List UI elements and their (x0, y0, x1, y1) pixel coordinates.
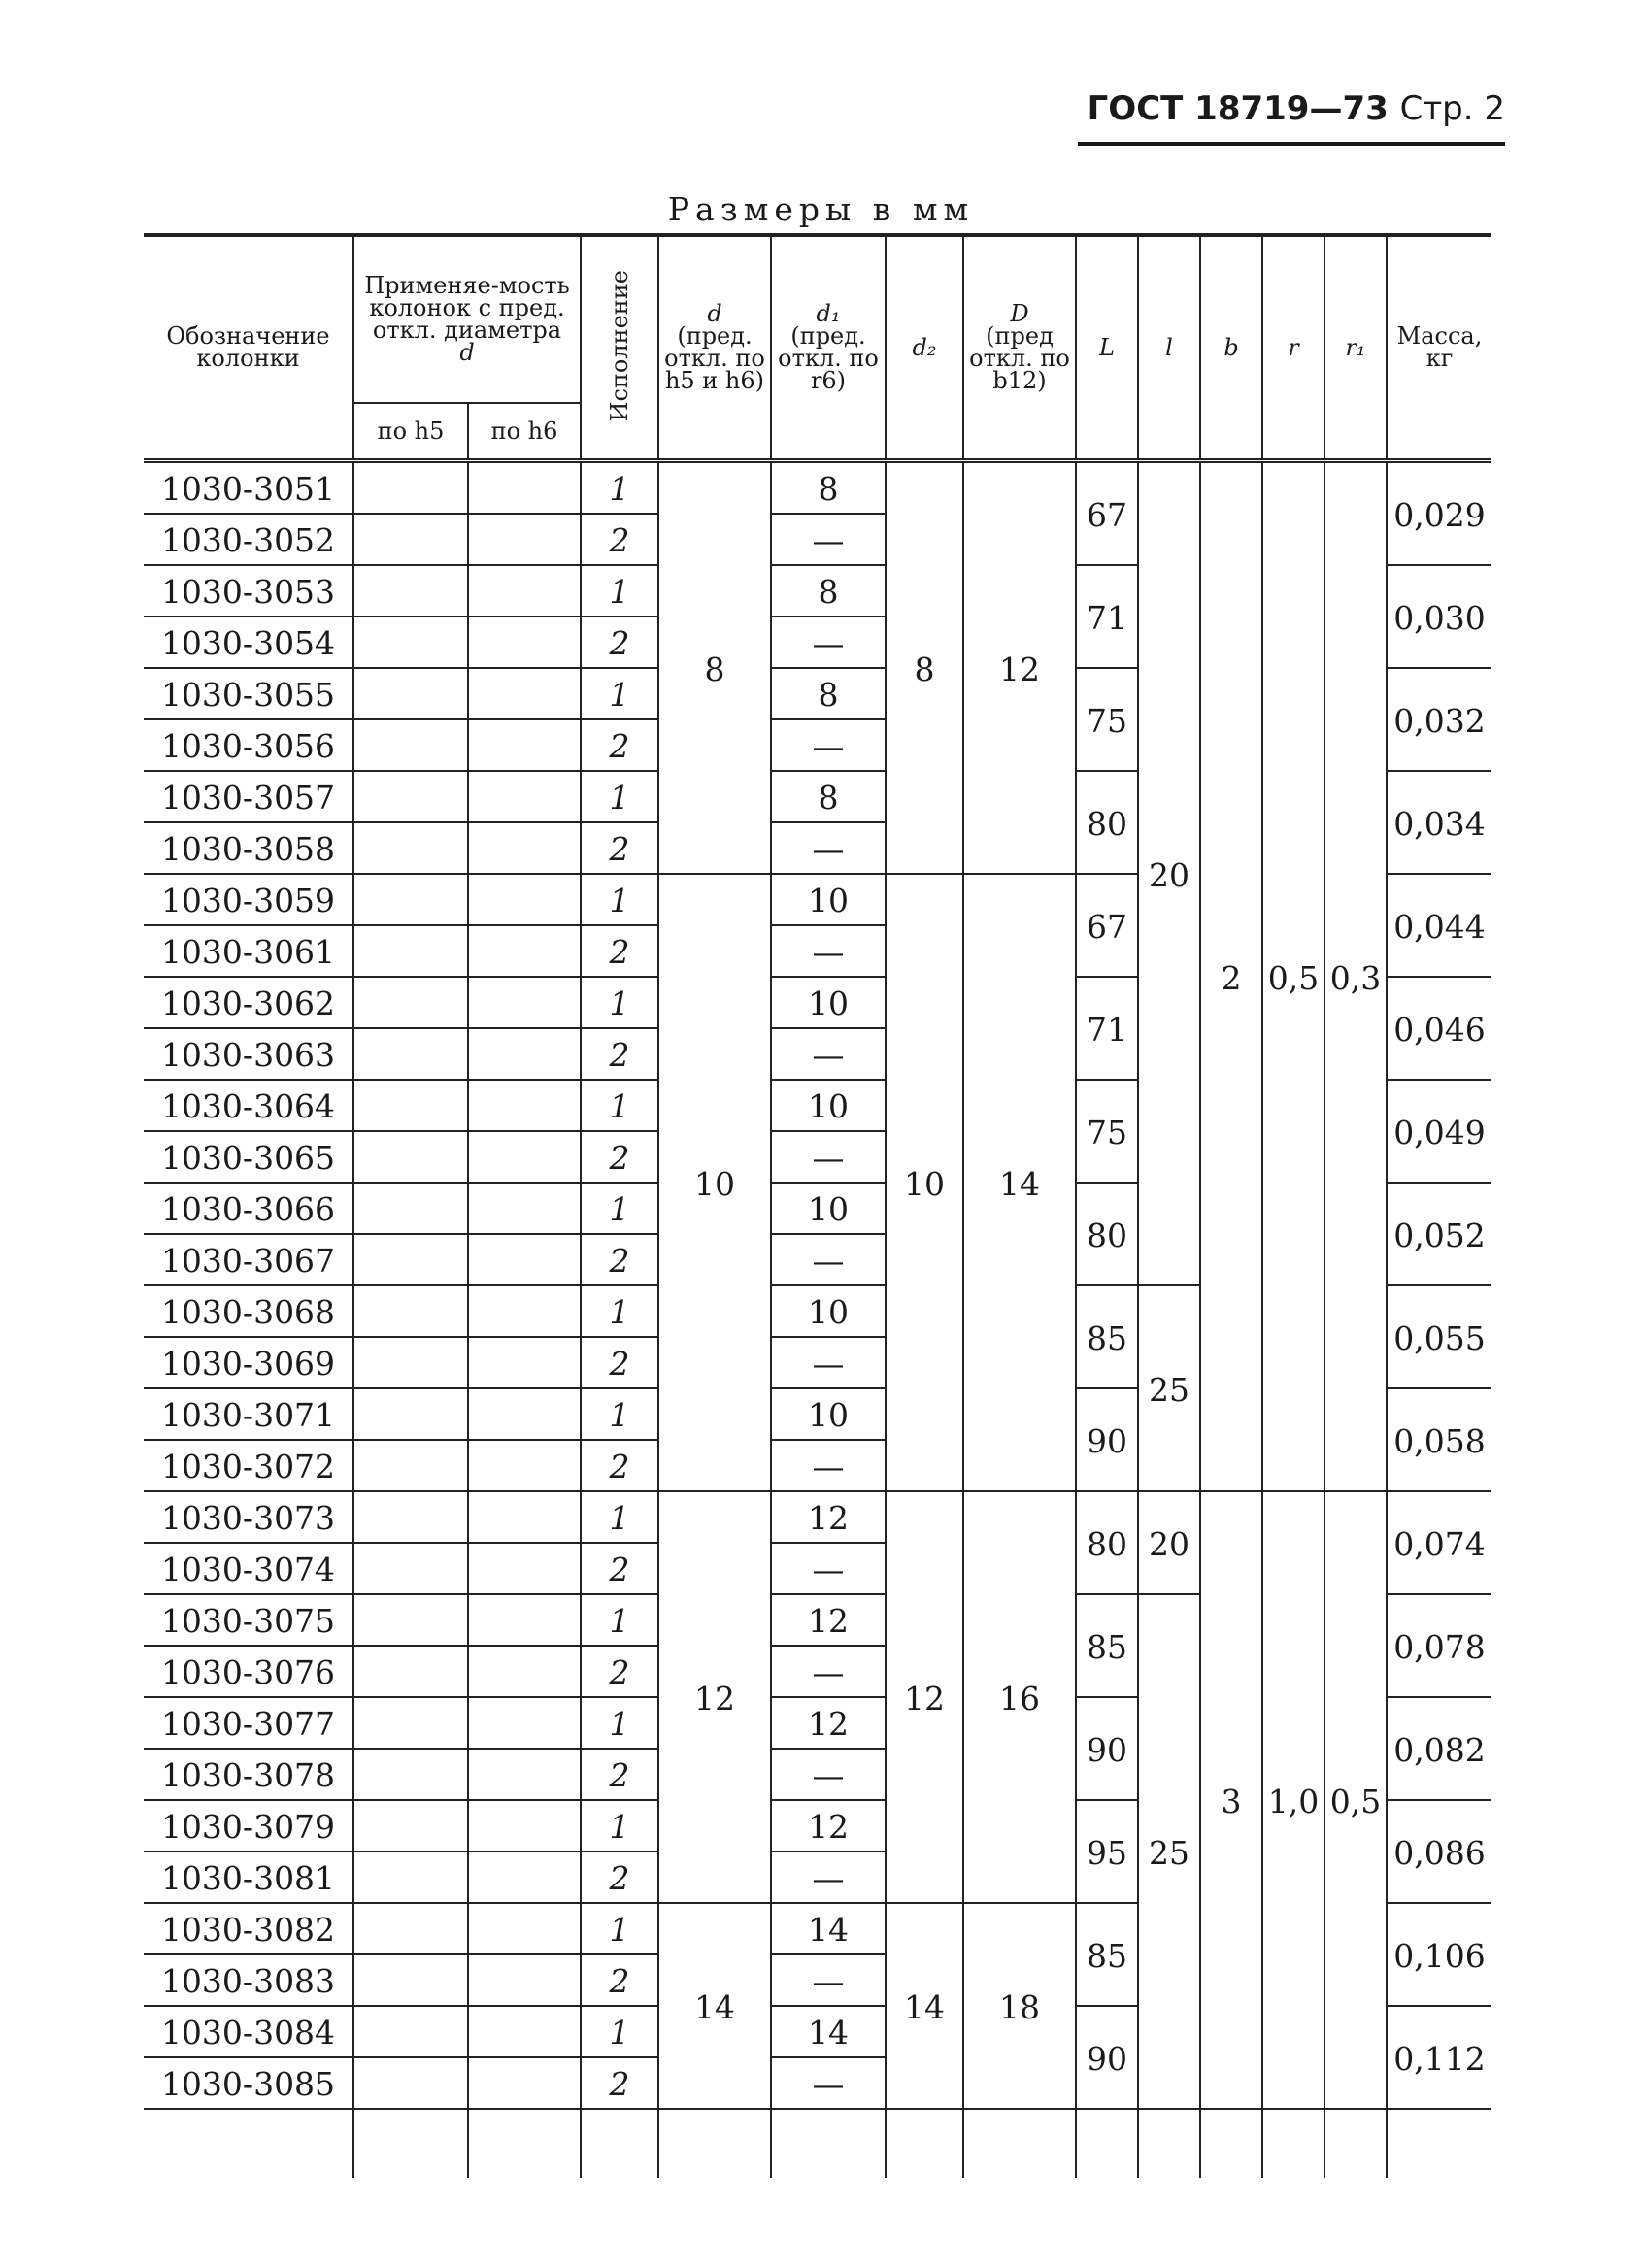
tail-cell (353, 2110, 468, 2178)
L-cell: 71 (1076, 566, 1138, 669)
applicability-h6-cell (468, 875, 581, 926)
applicability-h5-cell (353, 515, 468, 566)
designation-cell: 1030-3076 (144, 1647, 353, 1698)
applicability-h5-cell (353, 1955, 468, 2007)
table-body (144, 461, 1491, 2179)
applicability-h5-cell (353, 823, 468, 875)
mass-cell: 0,049 (1387, 1081, 1491, 1184)
applicability-h5-cell (353, 1904, 468, 1955)
L-cell: 85 (1076, 1595, 1138, 1698)
designation-cell: 1030-3079 (144, 1801, 353, 1852)
header-r1: r₁ (1324, 235, 1387, 461)
designation-cell: 1030-3069 (144, 1338, 353, 1389)
applicability-h5-cell (353, 926, 468, 978)
header-d-note: (пред. откл. по h5 и h6) (664, 322, 765, 394)
applicability-h6-cell (468, 1801, 581, 1852)
header-d1-symbol: d₁ (816, 300, 841, 327)
mass-cell: 0,112 (1387, 2007, 1491, 2110)
d1-cell: — (771, 1544, 886, 1595)
version-cell: 1 (581, 1286, 658, 1338)
designation-cell: 1030-3083 (144, 1955, 353, 2007)
b-cell: 3 (1200, 1492, 1262, 2110)
designation-cell: 1030-3075 (144, 1595, 353, 1647)
applicability-h6-cell (468, 823, 581, 875)
L-cell: 80 (1076, 1184, 1138, 1286)
designation-cell: 1030-3063 (144, 1029, 353, 1081)
designation-cell: 1030-3081 (144, 1852, 353, 1904)
applicability-h6-cell (468, 1132, 581, 1184)
d1-cell: — (771, 1852, 886, 1904)
applicability-h6-cell (468, 926, 581, 978)
applicability-h5-cell (353, 1801, 468, 1852)
header-r: r (1262, 235, 1324, 461)
d2-cell: 14 (886, 1904, 963, 2110)
header-d2: d₂ (886, 235, 963, 461)
tail-cell (886, 2110, 963, 2178)
D-cell: 18 (963, 1904, 1076, 2110)
l-cell: 25 (1138, 1595, 1200, 2110)
applicability-h5-cell (353, 1235, 468, 1286)
designation-cell: 1030-3074 (144, 1544, 353, 1595)
table-tail-row (144, 2110, 1491, 2178)
designation-cell: 1030-3051 (144, 461, 353, 516)
designation-cell: 1030-3078 (144, 1750, 353, 1801)
L-cell: 90 (1076, 1389, 1138, 1492)
applicability-h6-cell (468, 1235, 581, 1286)
version-cell: 2 (581, 617, 658, 669)
version-cell: 2 (581, 1338, 658, 1389)
header-mass: Масса, кг (1387, 235, 1491, 461)
version-cell: 2 (581, 515, 658, 566)
version-cell: 1 (581, 1389, 658, 1441)
b-cell: 2 (1200, 461, 1262, 1493)
version-cell: 2 (581, 1235, 658, 1286)
l-cell: 20 (1138, 1492, 1200, 1595)
version-cell: 2 (581, 823, 658, 875)
version-cell: 1 (581, 1492, 658, 1544)
d1-cell: 10 (771, 1081, 886, 1132)
header-d-symbol: d (707, 300, 722, 327)
header-h5: по h5 (353, 403, 468, 461)
designation-cell: 1030-3067 (144, 1235, 353, 1286)
designation-cell: 1030-3082 (144, 1904, 353, 1955)
table-wrapper (144, 233, 1491, 2178)
applicability-h6-cell (468, 2007, 581, 2058)
r-cell: 0,5 (1262, 461, 1324, 1493)
applicability-h6-cell (468, 1029, 581, 1081)
designation-cell: 1030-3064 (144, 1081, 353, 1132)
version-cell: 1 (581, 978, 658, 1029)
applicability-h5-cell (353, 1081, 468, 1132)
L-cell: 90 (1076, 2007, 1138, 2110)
designation-cell: 1030-3072 (144, 1441, 353, 1492)
version-cell: 1 (581, 1595, 658, 1647)
applicability-h5-cell (353, 2058, 468, 2110)
applicability-h6-cell (468, 1544, 581, 1595)
applicability-h6-cell (468, 617, 581, 669)
applicability-h5-cell (353, 720, 468, 772)
D-cell: 12 (963, 461, 1076, 876)
d1-cell: 12 (771, 1595, 886, 1647)
d1-cell: 10 (771, 1389, 886, 1441)
header-D (963, 235, 1076, 461)
mass-cell: 0,046 (1387, 978, 1491, 1081)
applicability-h6-cell (468, 720, 581, 772)
L-cell: 95 (1076, 1801, 1138, 1904)
d1-cell: — (771, 1441, 886, 1492)
applicability-h6-cell (468, 1904, 581, 1955)
designation-cell: 1030-3077 (144, 1698, 353, 1750)
applicability-h6-cell (468, 1389, 581, 1441)
designation-cell: 1030-3061 (144, 926, 353, 978)
d-cell: 10 (658, 875, 771, 1492)
version-cell: 1 (581, 1081, 658, 1132)
tail-cell (963, 2110, 1076, 2178)
d1-cell: 10 (771, 1286, 886, 1338)
L-cell: 80 (1076, 1492, 1138, 1595)
version-cell: 1 (581, 1698, 658, 1750)
header-D-symbol: D (1010, 300, 1029, 327)
header-D-note: (пред откл. по b12) (969, 322, 1070, 394)
d1-cell: — (771, 720, 886, 772)
applicability-h5-cell (353, 1132, 468, 1184)
page-header (1078, 89, 1505, 128)
version-cell: 2 (581, 1852, 658, 1904)
applicability-h5-cell (353, 1184, 468, 1235)
applicability-h5-cell (353, 566, 468, 617)
d1-cell: — (771, 823, 886, 875)
applicability-h6-cell (468, 1750, 581, 1801)
L-cell: 67 (1076, 461, 1138, 567)
applicability-h6-cell (468, 1852, 581, 1904)
L-cell: 85 (1076, 1904, 1138, 2007)
applicability-h5-cell (353, 1647, 468, 1698)
d1-cell: 8 (771, 669, 886, 720)
applicability-h5-cell (353, 1029, 468, 1081)
d1-cell: — (771, 1955, 886, 2007)
header-applicability-d: d (459, 339, 475, 366)
applicability-h6-cell (468, 669, 581, 720)
d1-cell: — (771, 1338, 886, 1389)
version-cell: 1 (581, 669, 658, 720)
version-cell: 2 (581, 720, 658, 772)
designation-cell: 1030-3085 (144, 2058, 353, 2110)
D-cell: 16 (963, 1492, 1076, 1904)
applicability-h5-cell (353, 875, 468, 926)
applicability-h6-cell (468, 1184, 581, 1235)
designation-cell: 1030-3054 (144, 617, 353, 669)
version-cell: 1 (581, 875, 658, 926)
applicability-h6-cell (468, 1647, 581, 1698)
header-d1 (771, 235, 886, 461)
version-cell: 2 (581, 2058, 658, 2110)
applicability-h6-cell (468, 566, 581, 617)
l-cell: 25 (1138, 1286, 1200, 1492)
d1-cell: — (771, 1029, 886, 1081)
applicability-h6-cell (468, 1081, 581, 1132)
applicability-h6-cell (468, 1338, 581, 1389)
version-cell: 1 (581, 772, 658, 823)
page-number: Стр. 2 (1399, 89, 1505, 128)
D-cell: 14 (963, 875, 1076, 1492)
d1-cell: 14 (771, 1904, 886, 1955)
designation-cell: 1030-3062 (144, 978, 353, 1029)
mass-cell: 0,074 (1387, 1492, 1491, 1595)
table-row (144, 1492, 1491, 1544)
mass-cell: 0,052 (1387, 1184, 1491, 1286)
tail-cell (581, 2110, 658, 2178)
r-cell: 1,0 (1262, 1492, 1324, 2110)
applicability-h5-cell (353, 1595, 468, 1647)
mass-cell: 0,086 (1387, 1801, 1491, 1904)
applicability-h5-cell (353, 1852, 468, 1904)
L-cell: 90 (1076, 1698, 1138, 1801)
version-cell: 2 (581, 1955, 658, 2007)
designation-cell: 1030-3058 (144, 823, 353, 875)
version-cell: 1 (581, 566, 658, 617)
tail-cell (1262, 2110, 1324, 2178)
mass-cell: 0,034 (1387, 772, 1491, 875)
d1-cell: — (771, 926, 886, 978)
version-cell: 1 (581, 1801, 658, 1852)
applicability-h5-cell (353, 1544, 468, 1595)
tail-cell (144, 2110, 353, 2178)
applicability-h5-cell (353, 1286, 468, 1338)
applicability-h6-cell (468, 461, 581, 516)
applicability-h5-cell (353, 669, 468, 720)
mass-cell: 0,078 (1387, 1595, 1491, 1698)
d2-cell: 12 (886, 1492, 963, 1904)
mass-cell: 0,058 (1387, 1389, 1491, 1492)
d2-cell: 10 (886, 875, 963, 1492)
table-row (144, 461, 1491, 516)
L-cell: 85 (1076, 1286, 1138, 1389)
tail-cell (1076, 2110, 1138, 2178)
d1-cell: 8 (771, 461, 886, 516)
applicability-h5-cell (353, 1338, 468, 1389)
d1-cell: 8 (771, 772, 886, 823)
version-cell: 2 (581, 1647, 658, 1698)
standard-number: ГОСТ 18719—73 (1087, 89, 1389, 128)
applicability-h5-cell (353, 1441, 468, 1492)
header-applicability-text: Применяе-мость колонок с пред. откл. диаметра (364, 272, 570, 344)
designation-cell: 1030-3068 (144, 1286, 353, 1338)
d1-cell: 14 (771, 2007, 886, 2058)
version-cell: 2 (581, 1544, 658, 1595)
designation-cell: 1030-3057 (144, 772, 353, 823)
dimensions-table (144, 233, 1491, 2178)
applicability-h6-cell (468, 515, 581, 566)
version-cell: 2 (581, 1750, 658, 1801)
tail-cell (1200, 2110, 1262, 2178)
header-designation: Обозначение колонки (144, 235, 353, 461)
header-d1-note: (пред. откл. по r6) (778, 322, 879, 394)
mass-cell: 0,032 (1387, 669, 1491, 772)
mass-cell: 0,030 (1387, 566, 1491, 669)
header-version-text: Исполнение (605, 269, 633, 422)
applicability-h6-cell (468, 1286, 581, 1338)
mass-cell: 0,055 (1387, 1286, 1491, 1389)
L-cell: 75 (1076, 1081, 1138, 1184)
applicability-h6-cell (468, 772, 581, 823)
mass-cell: 0,082 (1387, 1698, 1491, 1801)
header-L: L (1076, 235, 1138, 461)
applicability-h5-cell (353, 461, 468, 516)
d1-cell: — (771, 1647, 886, 1698)
version-cell: 2 (581, 1132, 658, 1184)
designation-cell: 1030-3065 (144, 1132, 353, 1184)
d-cell: 12 (658, 1492, 771, 1904)
applicability-h5-cell (353, 1389, 468, 1441)
applicability-h6-cell (468, 1595, 581, 1647)
applicability-h6-cell (468, 1492, 581, 1544)
d1-cell: 8 (771, 566, 886, 617)
applicability-h5-cell (353, 978, 468, 1029)
header-d (658, 235, 771, 461)
d1-cell: — (771, 515, 886, 566)
designation-cell: 1030-3073 (144, 1492, 353, 1544)
header-applicability (353, 235, 581, 403)
d1-cell: — (771, 1750, 886, 1801)
designation-cell: 1030-3059 (144, 875, 353, 926)
applicability-h5-cell (353, 617, 468, 669)
applicability-h5-cell (353, 1698, 468, 1750)
L-cell: 67 (1076, 875, 1138, 978)
designation-cell: 1030-3066 (144, 1184, 353, 1235)
header-b: b (1200, 235, 1262, 461)
d-cell: 8 (658, 461, 771, 876)
version-cell: 1 (581, 1184, 658, 1235)
d1-cell: 12 (771, 1492, 886, 1544)
version-cell: 2 (581, 1441, 658, 1492)
designation-cell: 1030-3071 (144, 1389, 353, 1441)
applicability-h5-cell (353, 1492, 468, 1544)
version-cell: 1 (581, 1904, 658, 1955)
header-rule (1078, 142, 1505, 146)
mass-cell: 0,044 (1387, 875, 1491, 978)
version-cell: 2 (581, 1029, 658, 1081)
L-cell: 80 (1076, 772, 1138, 875)
header-h6: по h6 (468, 403, 581, 461)
d1-cell: 12 (771, 1698, 886, 1750)
d1-cell: — (771, 2058, 886, 2110)
tail-cell (1138, 2110, 1200, 2178)
version-cell: 2 (581, 926, 658, 978)
version-cell: 1 (581, 461, 658, 516)
d1-cell: 10 (771, 875, 886, 926)
d1-cell: — (771, 1132, 886, 1184)
table-caption: Размеры в мм (667, 190, 975, 228)
header-version (581, 235, 658, 461)
tail-cell (658, 2110, 771, 2178)
applicability-h5-cell (353, 2007, 468, 2058)
L-cell: 71 (1076, 978, 1138, 1081)
applicability-h6-cell (468, 1955, 581, 2007)
applicability-h6-cell (468, 1441, 581, 1492)
tail-cell (771, 2110, 886, 2178)
d1-cell: 10 (771, 1184, 886, 1235)
header-l: l (1138, 235, 1200, 461)
r1-cell: 0,3 (1324, 461, 1387, 1493)
d1-cell: 10 (771, 978, 886, 1029)
d1-cell: — (771, 617, 886, 669)
mass-cell: 0,029 (1387, 461, 1491, 567)
applicability-h5-cell (353, 1750, 468, 1801)
designation-cell: 1030-3052 (144, 515, 353, 566)
designation-cell: 1030-3055 (144, 669, 353, 720)
tail-cell (1324, 2110, 1387, 2178)
l-cell: 20 (1138, 461, 1200, 1287)
d1-cell: 12 (771, 1801, 886, 1852)
tail-cell (468, 2110, 581, 2178)
applicability-h6-cell (468, 2058, 581, 2110)
d1-cell: — (771, 1235, 886, 1286)
d2-cell: 8 (886, 461, 963, 876)
d-cell: 14 (658, 1904, 771, 2110)
applicability-h6-cell (468, 978, 581, 1029)
designation-cell: 1030-3084 (144, 2007, 353, 2058)
version-cell: 1 (581, 2007, 658, 2058)
designation-cell: 1030-3053 (144, 566, 353, 617)
applicability-h6-cell (468, 1698, 581, 1750)
r1-cell: 0,5 (1324, 1492, 1387, 2110)
applicability-h5-cell (353, 772, 468, 823)
L-cell: 75 (1076, 669, 1138, 772)
designation-cell: 1030-3056 (144, 720, 353, 772)
mass-cell: 0,106 (1387, 1904, 1491, 2007)
tail-cell (1387, 2110, 1491, 2178)
